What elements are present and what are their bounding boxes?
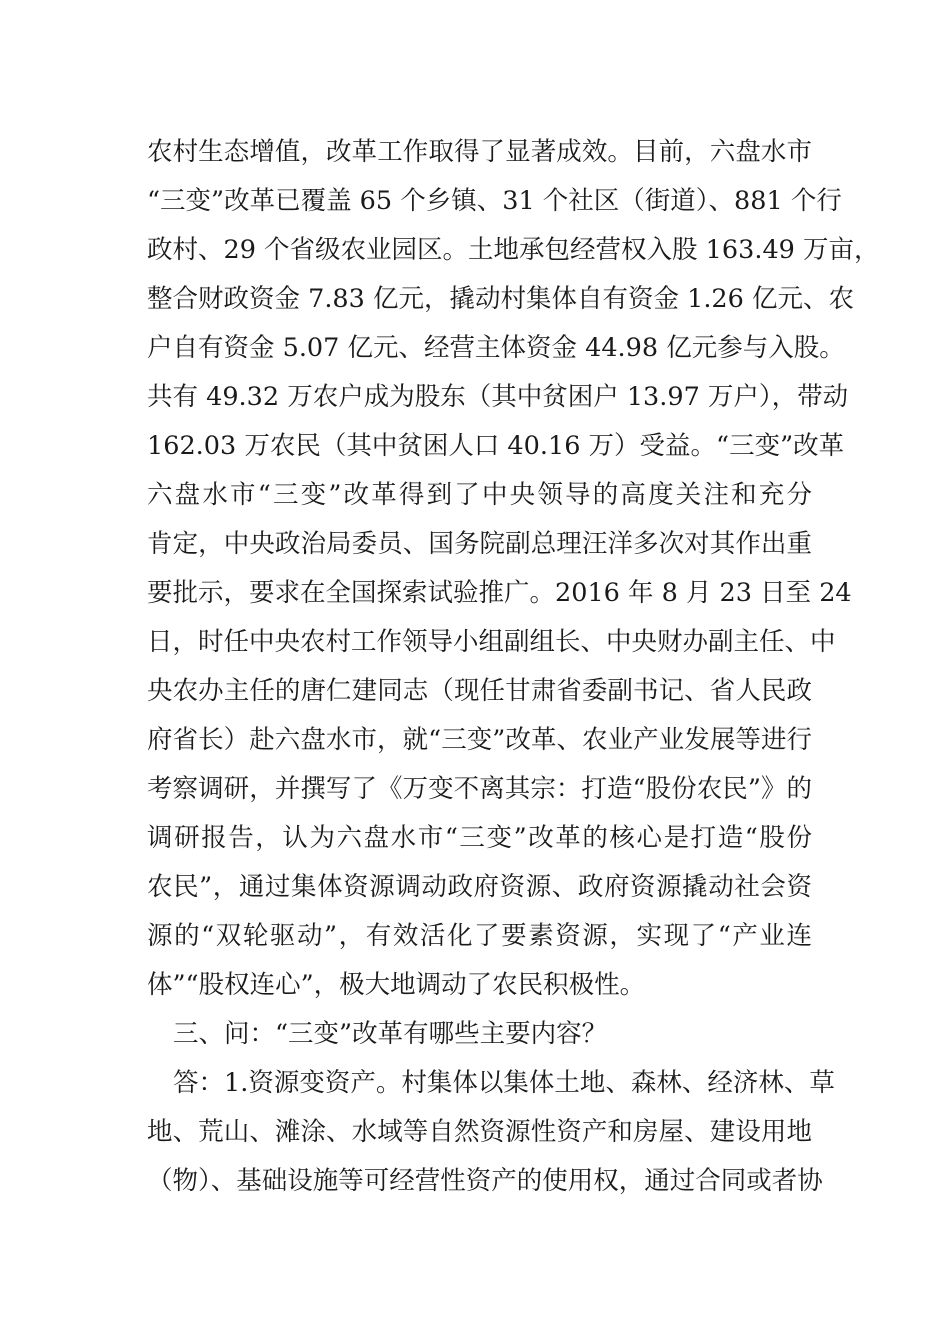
text-line: 肯定，中央政治局委员、国务院副总理汪洋多次对其作出重: [147, 529, 812, 559]
body-text: [147, 128, 880, 1206]
text-line: 162.03 万农民（其中贫困人口 40.16 万）受益。“三变”改革: [147, 431, 845, 461]
text-line: 央农办主任的唐仁建同志（现任甘肃省委副书记、省人民政: [147, 676, 812, 706]
text-line: 考察调研，并撰写了《万变不离其宗：打造“股份农民”》的: [147, 774, 812, 804]
text-line: （物）、基础设施等可经营性资产的使用权，通过合同或者协: [147, 1166, 823, 1196]
text-line: 调研报告，认为六盘水市“三变”改革的核心是打造“股份: [147, 823, 812, 853]
text-line: 要批示，要求在全国探索试验推广。2016 年 8 月 23 日至 24: [147, 578, 852, 608]
text-line: 农村生态增值，改革工作取得了显著成效。目前，六盘水市: [147, 137, 812, 167]
text-line: 地、荒山、滩涂、水域等自然资源性资产和房屋、建设用地: [147, 1117, 812, 1147]
answer-line: 答：1.资源变资产。村集体以集体土地、森林、经济林、草: [173, 1068, 835, 1098]
text-line: 政村、29 个省级农业园区。土地承包经营权入股 163.49 万亩，: [147, 235, 880, 265]
section-question-heading: 三、问：“三变”改革有哪些主要内容？: [173, 1019, 608, 1049]
text-line: 府省长）赴六盘水市，就“三变”改革、农业产业发展等进行: [147, 725, 812, 755]
text-line: 共有 49.32 万农户成为股东（其中贫困户 13.97 万户），带动: [147, 382, 849, 412]
text-line: “三变”改革已覆盖 65 个乡镇、31 个社区（街道）、881 个行: [147, 186, 842, 216]
text-line: 整合财政资金 7.83 亿元，撬动村集体自有资金 1.26 亿元、农: [147, 284, 854, 314]
text-line: 体”“股权连心”，极大地调动了农民积极性。: [147, 970, 646, 1000]
text-line: 户自有资金 5.07 亿元、经营主体资金 44.98 亿元参与入股。: [147, 333, 845, 363]
text-line: 农民”，通过集体资源调动政府资源、政府资源撬动社会资: [147, 872, 812, 902]
text-line: 日，时任中央农村工作领导小组副组长、中央财办副主任、中: [147, 627, 836, 657]
text-line: 六盘水市“三变”改革得到了中央领导的高度关注和充分: [147, 480, 812, 510]
text-line: 源的“双轮驱动”，有效活化了要素资源，实现了“产业连: [147, 921, 812, 951]
